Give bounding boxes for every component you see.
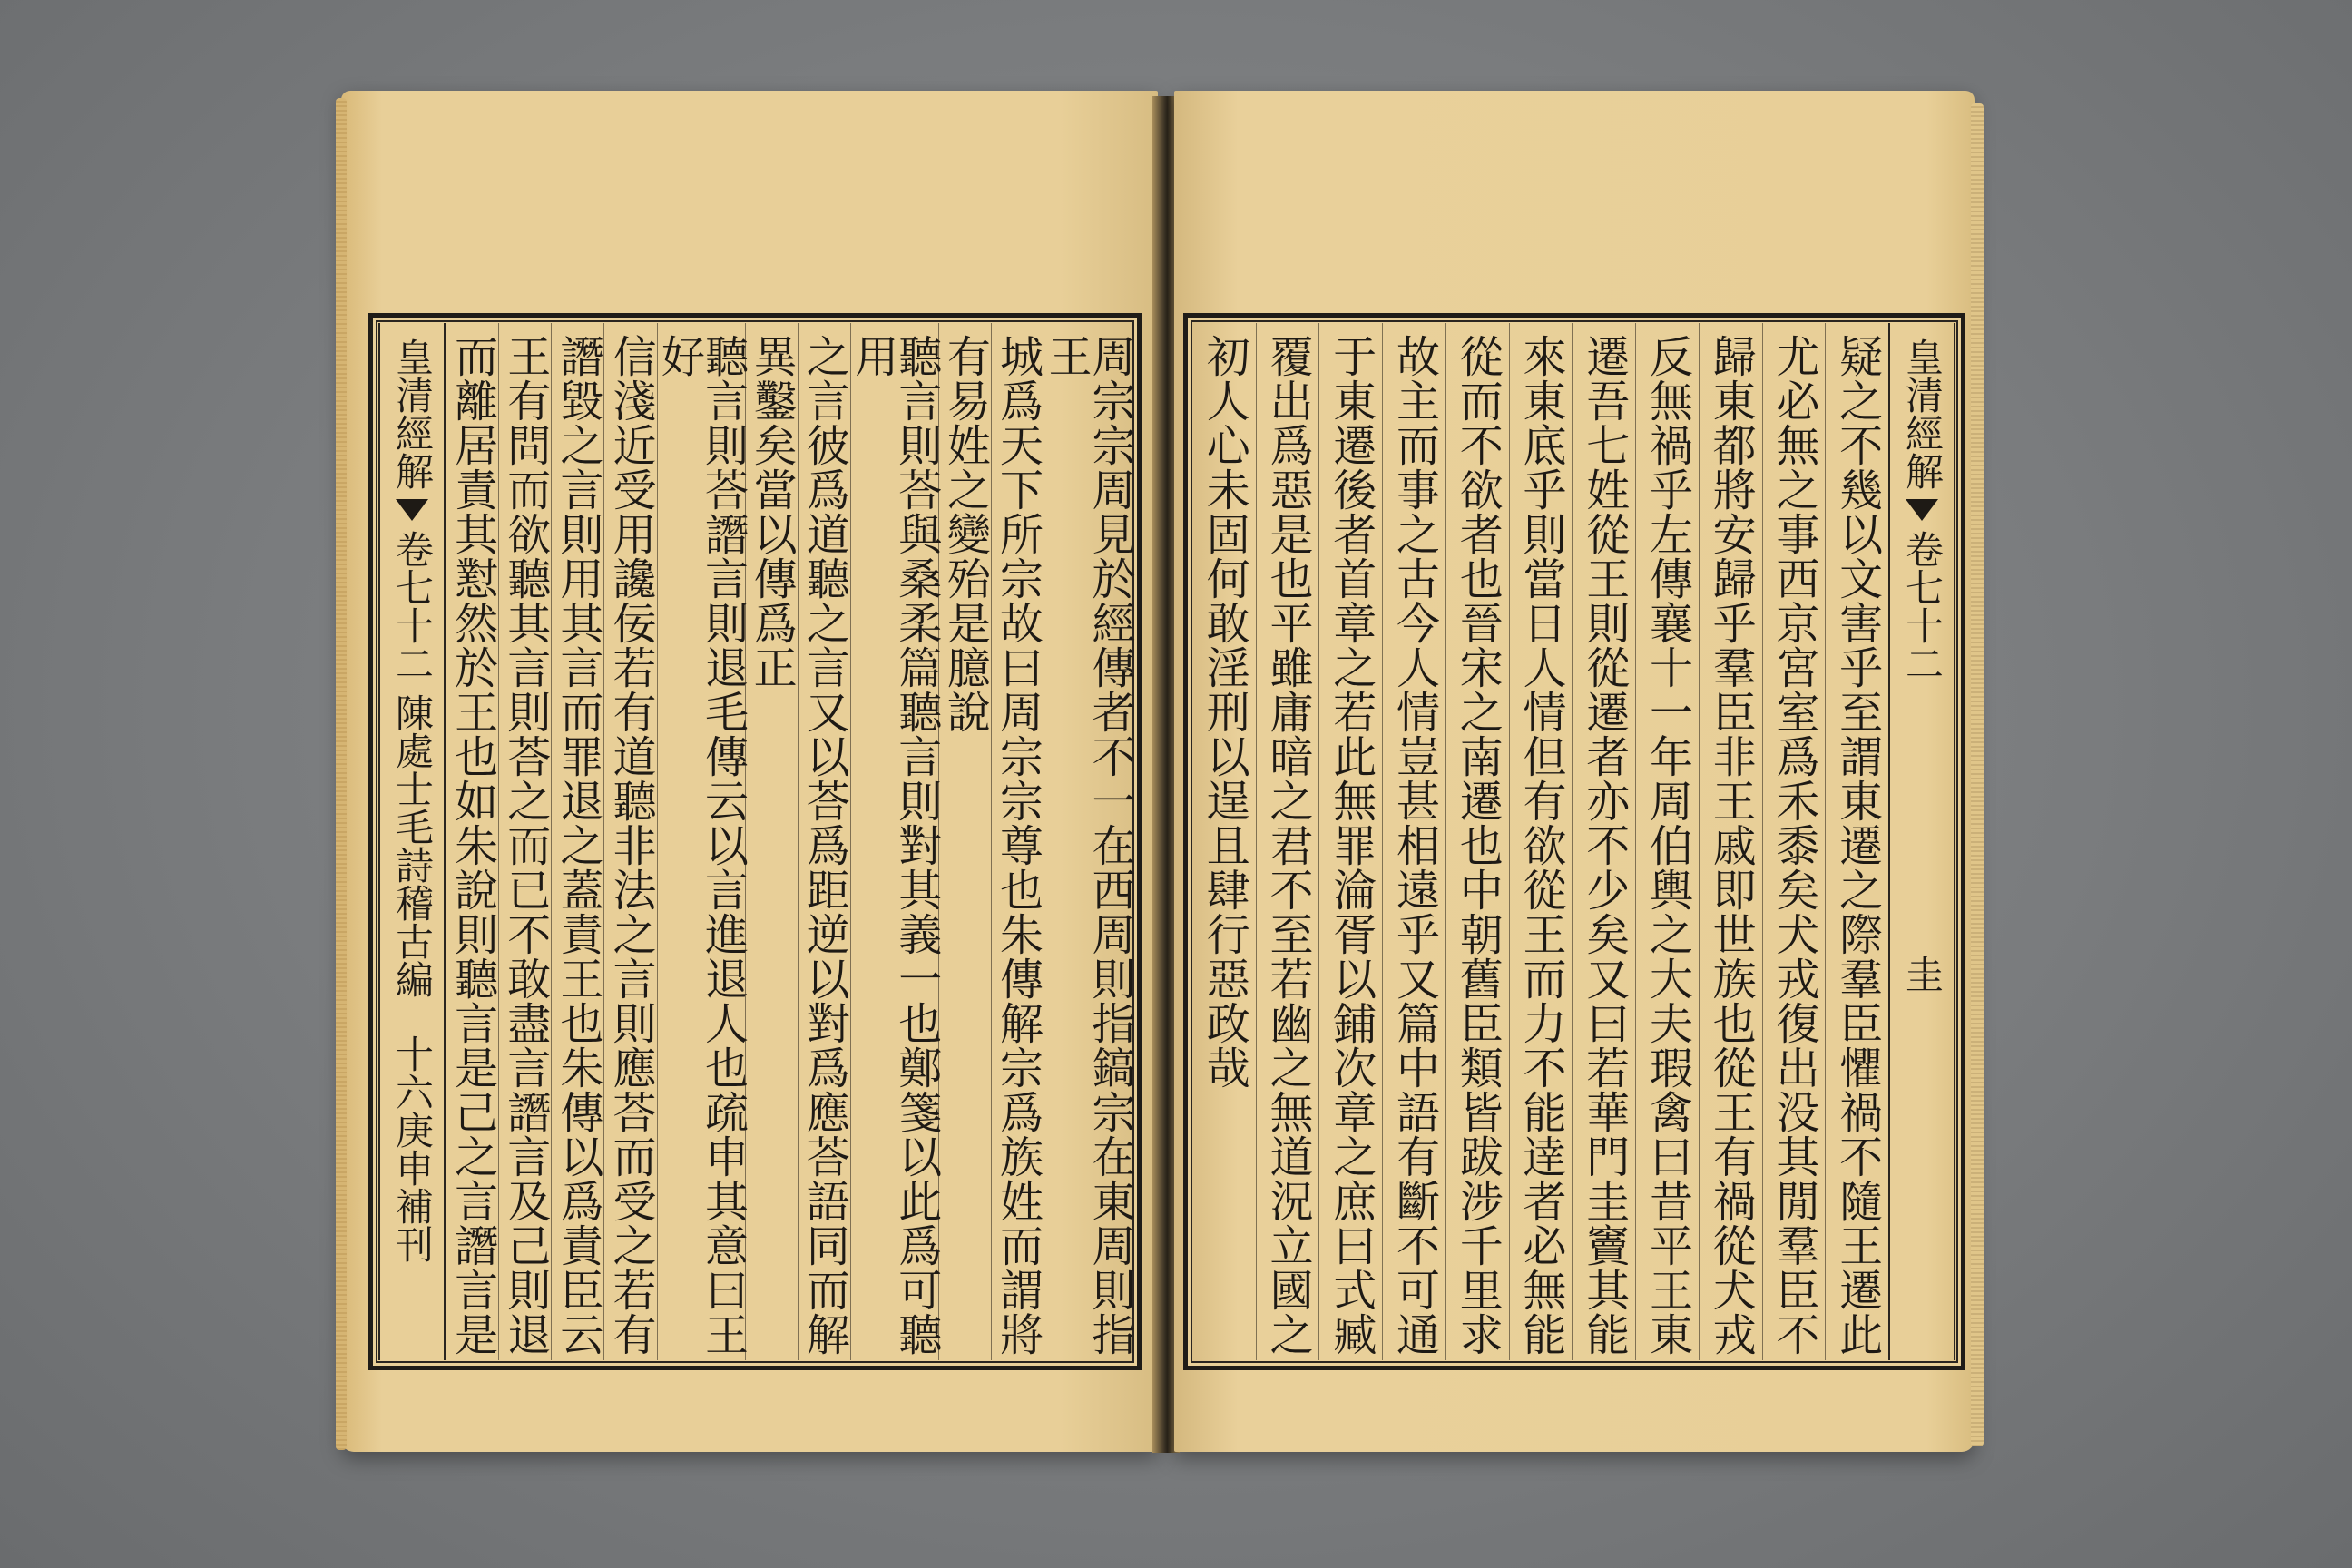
left-banxin — [378, 323, 446, 1360]
right-page — [1174, 91, 1975, 1452]
banxin-edition: 庚申補刊 — [390, 1111, 435, 1263]
text-column: 于東遷後者首章之若此無罪淪胥以鋪次章之庶曰式臧 — [1318, 323, 1382, 1360]
banxin-book: 陳處士毛詩稽古編 — [390, 693, 435, 998]
left-text-frame — [368, 313, 1142, 1370]
banxin-volume: 卷七十二 — [1900, 530, 1945, 682]
text-column: 聽言則荅譖言則退毛傳云以言進退人也疏申其意曰王好 — [657, 323, 745, 1360]
fish-tail-mark-icon — [1906, 499, 1938, 521]
page-edge-right — [1971, 103, 1984, 1446]
right-text-frame — [1183, 313, 1965, 1370]
text-column: 尤必無之事西京宮室爲禾黍矣犬戎復出没其閒羣臣不 — [1762, 323, 1826, 1360]
left-page — [341, 91, 1158, 1452]
text-column: 譖毀之言則用其言而罪退之蓋責王也朱傳以爲責臣云 — [551, 323, 603, 1360]
text-column: 覆出爲惡是也平雖庸暗之君不至若幽之無道況立國之 — [1256, 323, 1319, 1360]
text-column: 異鑿矣當以傳爲正 — [745, 323, 798, 1360]
text-column: 故主而事之古今人情豈甚相遠乎又篇中語有斷不可通 — [1382, 323, 1446, 1360]
fish-tail-mark-icon — [396, 499, 428, 521]
text-column: 來東底乎則當日人情但有欲從王而力不能逹者必無能 — [1509, 323, 1573, 1360]
text-column: 而離居責其懟然於王也如朱說則聽言是己之言譖言是 — [446, 323, 498, 1360]
banxin-title: 皇清經解 — [1900, 338, 1945, 490]
text-column: 初人心未固何敢淫刑以逞且肆行惡政哉 — [1199, 334, 1250, 1090]
text-column: 有易姓之變殆是臆說 — [938, 323, 991, 1360]
text-column: 反無禍乎左傳襄十一年周伯輿之大夫瑕禽曰昔平王東 — [1635, 323, 1699, 1360]
banxin-title: 皇清經解 — [390, 338, 435, 490]
right-banxin — [1888, 323, 1955, 1360]
text-column: 疑之不幾以文害乎至謂東遷之際羣臣懼禍不隨王遷此 — [1825, 323, 1888, 1360]
text-column: 從而不欲者也晉宋之南遷也中朝舊臣類皆跋涉千里求 — [1446, 323, 1509, 1360]
text-column: 信淺近受用讒佞若有道聽非法之言則應荅而受之若有 — [603, 323, 656, 1360]
banxin-volume: 卷七十二 — [390, 530, 435, 682]
page-edge-left — [336, 98, 347, 1450]
open-book — [341, 91, 1975, 1470]
text-column: 歸東都將安歸乎羣臣非王戚即世族也從王有禍從犬戎 — [1699, 323, 1762, 1360]
text-column: 之言彼爲道聽之言又以荅爲距逆以對爲應荅語同而解 — [798, 323, 850, 1360]
text-column: 聽言則荅與桑柔篇聽言則對其義一也鄭箋以此爲可聽用 — [850, 323, 938, 1360]
text-column: 遷吾七姓從王則從遷者亦不少矣又曰若華門圭竇其能 — [1572, 323, 1635, 1360]
text-column: 周宗宗周見於經傳者不一在西周則指鎬宗在東周則指王 — [1044, 323, 1132, 1360]
text-column: 城爲天下所宗故曰周宗宗尊也朱傳解宗爲族姓而謂將 — [991, 323, 1044, 1360]
banxin-folio: 十六 — [390, 1034, 435, 1111]
text-column: 王有問而欲聽其言則荅之而已不敢盡言譖言及己則退 — [498, 323, 551, 1360]
banxin-folio: 圭 — [1900, 955, 1945, 993]
